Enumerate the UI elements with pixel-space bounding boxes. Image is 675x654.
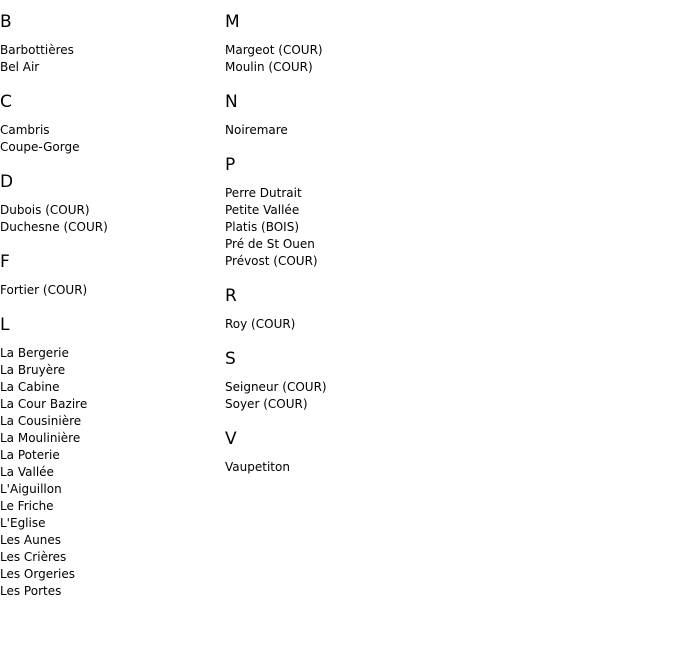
index-section	[225, 92, 485, 139]
index-section	[0, 172, 220, 236]
section-letter: L	[0, 315, 10, 335]
place-name-item: La Poterie	[0, 448, 60, 462]
place-name-item: Les Portes	[0, 584, 62, 598]
section-item-list	[0, 345, 220, 600]
place-name-item: L'Eglise	[0, 516, 46, 530]
place-name-item: Prévost (COUR)	[225, 254, 318, 268]
place-name-item: Barbottières	[0, 43, 74, 57]
place-name-item: Dubois (COUR)	[0, 203, 90, 217]
section-letter: R	[225, 286, 237, 306]
index-column-right	[225, 0, 485, 476]
index-section	[225, 286, 485, 333]
section-letter: S	[225, 349, 236, 369]
place-name-item: Cambris	[0, 123, 50, 137]
section-letter: D	[0, 172, 14, 192]
place-name-item: Roy (COUR)	[225, 317, 296, 331]
place-name-item: La Cabine	[0, 380, 60, 394]
section-item-list	[0, 42, 220, 76]
place-name-item: La Vallée	[0, 465, 54, 479]
section-item-list	[225, 379, 485, 413]
place-name-item: Vaupetiton	[225, 460, 290, 474]
section-item-list	[225, 316, 485, 333]
index-section	[0, 315, 220, 600]
index-section	[225, 12, 485, 76]
place-name-item: Noiremare	[225, 123, 288, 137]
index-column-left	[0, 0, 220, 600]
section-letter: B	[0, 12, 12, 32]
place-name-item: Seigneur (COUR)	[225, 380, 327, 394]
place-name-item: La Cousinière	[0, 414, 82, 428]
section-item-list	[225, 185, 485, 270]
index-section	[225, 349, 485, 413]
place-name-item: Bel Air	[0, 60, 40, 74]
place-name-item: Le Friche	[0, 499, 54, 513]
place-name-item: La Cour Bazire	[0, 397, 88, 411]
section-item-list	[225, 42, 485, 76]
place-name-item: Petite Vallée	[225, 203, 300, 217]
section-item-list	[225, 122, 485, 139]
index-section	[225, 155, 485, 270]
place-name-item: Les Orgeries	[0, 567, 75, 581]
place-name-item: Margeot (COUR)	[225, 43, 323, 57]
place-name-item: L'Aiguillon	[0, 482, 62, 496]
index-section	[0, 92, 220, 156]
index-section	[225, 429, 485, 476]
place-name-item: La Moulinière	[0, 431, 81, 445]
place-name-item: Fortier (COUR)	[0, 283, 88, 297]
place-name-item: Duchesne (COUR)	[0, 220, 108, 234]
place-name-item: La Bergerie	[0, 346, 69, 360]
place-name-item: Platis (BOIS)	[225, 220, 300, 234]
section-letter: C	[0, 92, 12, 112]
section-letter: M	[225, 12, 240, 32]
place-name-item: Moulin (COUR)	[225, 60, 313, 74]
place-name-item: Perre Dutrait	[225, 186, 302, 200]
place-name-item: Pré de St Ouen	[225, 237, 315, 251]
section-item-list	[0, 282, 220, 299]
section-letter: N	[225, 92, 238, 112]
place-name-item: Soyer (COUR)	[225, 397, 308, 411]
section-item-list	[0, 202, 220, 236]
place-name-item: La Bruyère	[0, 363, 66, 377]
section-item-list	[0, 122, 220, 156]
section-item-list	[225, 459, 485, 476]
place-name-item: Les Aunes	[0, 533, 61, 547]
section-letter: V	[225, 429, 237, 449]
index-section	[0, 252, 220, 299]
section-letter: F	[0, 252, 10, 272]
place-name-item: Coupe-Gorge	[0, 140, 80, 154]
section-letter: P	[225, 155, 236, 175]
index-section	[0, 12, 220, 76]
place-name-item: Les Crières	[0, 550, 67, 564]
